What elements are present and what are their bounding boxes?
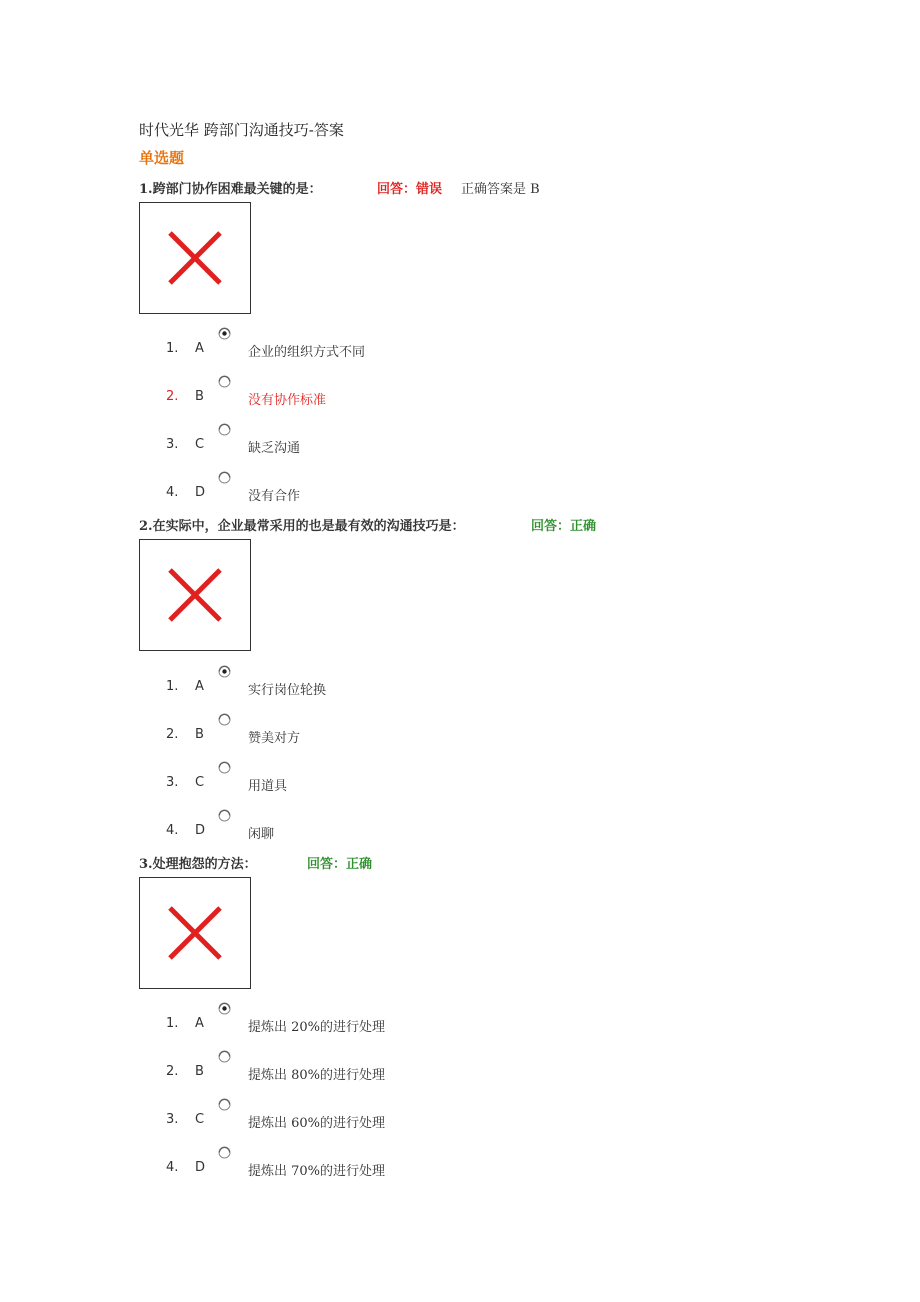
option-text: 用道具 (248, 779, 288, 794)
answer-option (0, 1160, 400, 1182)
option-number: 2. (166, 727, 179, 742)
radio-unselected-icon[interactable] (218, 423, 231, 436)
answer-option (0, 437, 400, 459)
option-text: 实行岗位轮换 (248, 683, 327, 698)
answer-option (0, 823, 400, 845)
option-text: 赞美对方 (248, 731, 301, 746)
option-text: 缺乏沟通 (248, 441, 301, 456)
option-text: 提炼出 80%的进行处理 (248, 1068, 386, 1083)
question-text (139, 853, 373, 872)
answer-option (0, 679, 400, 701)
question-label: 3.处理抱怨的方法： (139, 857, 257, 872)
option-number: 1. (166, 341, 179, 356)
option-text: 提炼出 60%的进行处理 (248, 1116, 386, 1131)
option-text: 没有协作标准 (248, 393, 327, 408)
radio-unselected-icon[interactable] (218, 761, 231, 774)
option-letter: A (195, 679, 204, 694)
option-number: 2. (166, 389, 179, 404)
option-number: 1. (166, 679, 179, 694)
radio-unselected-icon[interactable] (218, 809, 231, 822)
answer-option (0, 727, 400, 749)
option-number: 4. (166, 485, 179, 500)
option-letter: B (195, 727, 204, 742)
broken-image-x-icon (140, 878, 250, 988)
radio-unselected-icon[interactable] (218, 471, 231, 484)
question-text (139, 178, 540, 197)
option-letter: C (195, 437, 205, 452)
radio-unselected-icon[interactable] (218, 375, 231, 388)
option-letter: D (195, 823, 206, 838)
option-number: 1. (166, 1016, 179, 1031)
question-image-placeholder (139, 877, 251, 989)
answer-option (0, 1112, 400, 1134)
answer-option (0, 341, 400, 363)
radio-selected-icon[interactable] (218, 1002, 231, 1015)
option-letter: D (195, 1160, 206, 1175)
option-text: 闲聊 (248, 827, 275, 842)
radio-selected-icon[interactable] (218, 665, 231, 678)
answer-option (0, 1016, 400, 1038)
option-number: 3. (166, 1112, 179, 1127)
option-letter: D (195, 485, 206, 500)
broken-image-x-icon (140, 203, 250, 313)
answer-result: 回答：错误 (377, 182, 443, 197)
option-letter: B (195, 389, 204, 404)
option-text: 企业的组织方式不同 (248, 345, 366, 360)
question-text (139, 515, 597, 534)
answer-option (0, 485, 400, 507)
option-letter: A (195, 341, 204, 356)
option-letter: B (195, 1064, 204, 1079)
section-title: 单选题 (139, 149, 185, 167)
answer-option (0, 1064, 400, 1086)
option-number: 3. (166, 775, 179, 790)
option-letter: C (195, 1112, 205, 1127)
question-image-placeholder (139, 539, 251, 651)
radio-unselected-icon[interactable] (218, 1050, 231, 1063)
answer-result: 回答：正确 (307, 857, 373, 872)
option-number: 3. (166, 437, 179, 452)
option-number: 4. (166, 1160, 179, 1175)
answer-option (0, 775, 400, 797)
answer-option (0, 389, 400, 411)
question-image-placeholder (139, 202, 251, 314)
option-text: 没有合作 (248, 489, 301, 504)
option-number: 4. (166, 823, 179, 838)
question-label: 1.跨部门协作困难最关键的是： (139, 182, 322, 197)
document-title: 时代光华 跨部门沟通技巧-答案 (139, 121, 344, 139)
option-letter: C (195, 775, 205, 790)
option-letter: A (195, 1016, 204, 1031)
option-text: 提炼出 70%的进行处理 (248, 1164, 386, 1179)
question-label: 2.在实际中，企业最常采用的也是最有效的沟通技巧是： (139, 519, 465, 534)
option-text: 提炼出 20%的进行处理 (248, 1020, 386, 1035)
answer-result: 回答：正确 (531, 519, 597, 534)
option-number: 2. (166, 1064, 179, 1079)
radio-unselected-icon[interactable] (218, 1146, 231, 1159)
correct-answer-text: 正确答案是 B (461, 182, 540, 197)
radio-unselected-icon[interactable] (218, 1098, 231, 1111)
radio-unselected-icon[interactable] (218, 713, 231, 726)
broken-image-x-icon (140, 540, 250, 650)
radio-selected-icon[interactable] (218, 327, 231, 340)
